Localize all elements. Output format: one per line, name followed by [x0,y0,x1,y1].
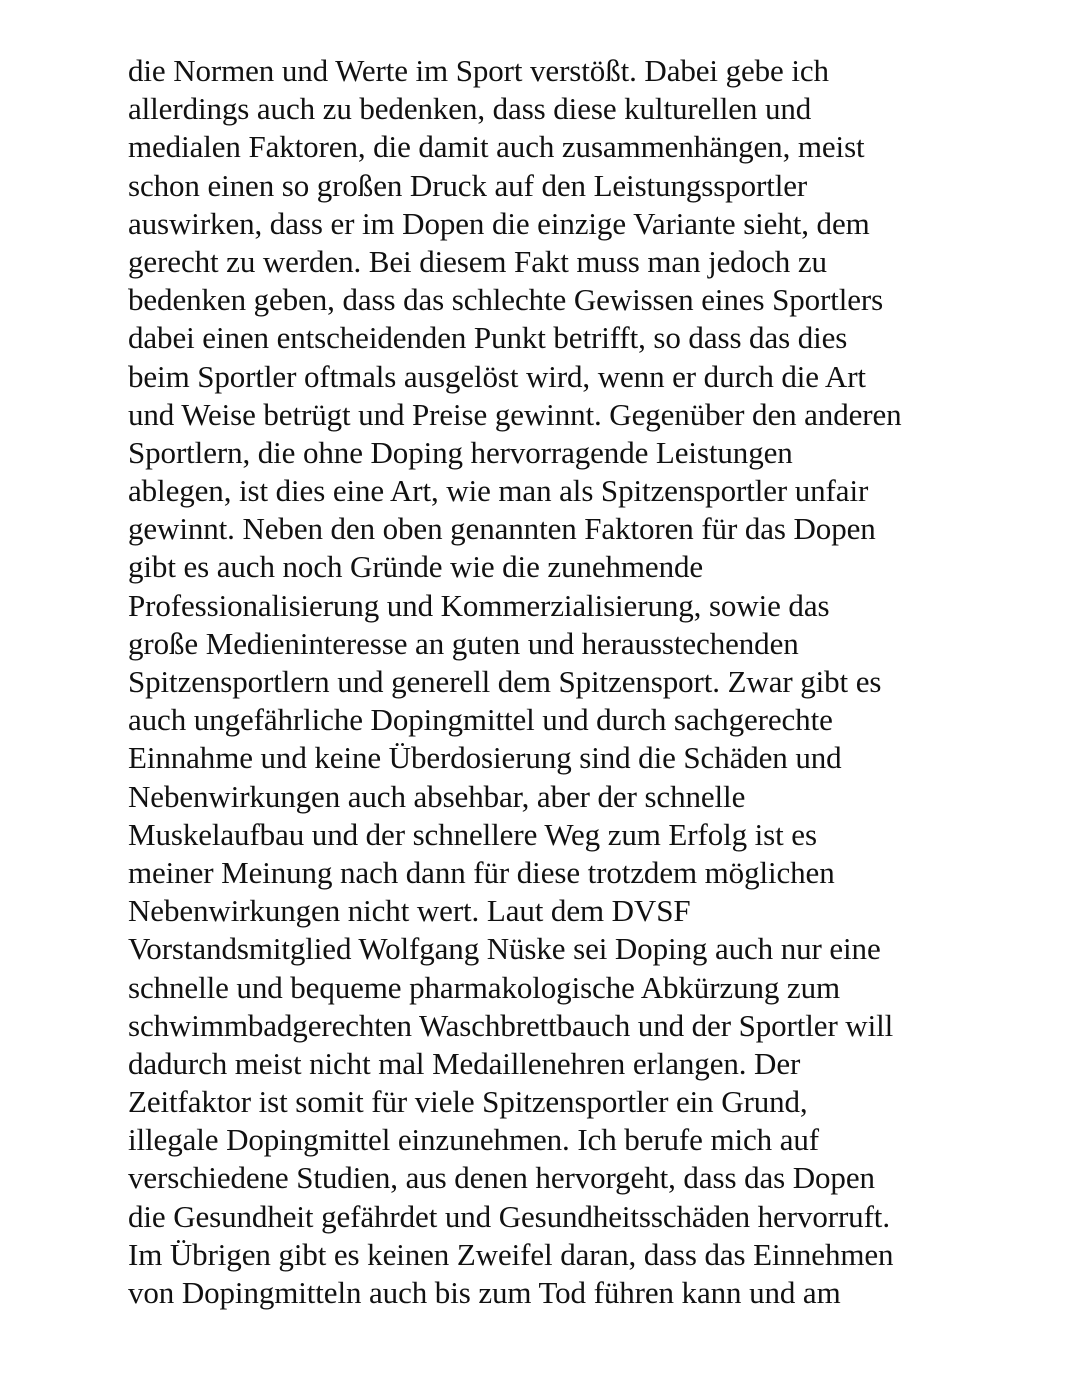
text-line: medialen Faktoren, die damit auch zusammenhängen, meist [128,129,865,165]
text-line: schon einen so großen Druck auf den Leistungssportler [128,167,808,203]
text-line: bedenken geben, dass das schlechte Gewissen eines Sportlers [128,282,884,318]
text-line: Nebenwirkungen auch absehbar, aber der schnelle [128,778,746,814]
text-line: dabei einen entscheidenden Punkt betrifft, so dass das dies [128,320,848,356]
text-line: schwimmbadgerechten Waschbrettbauch und der Sportler will [128,1007,894,1043]
text-line: Nebenwirkungen nicht wert. Laut dem DVSF [128,893,691,929]
text-line: Muskelaufbau und der schnellere Weg zum Erfolg ist es [128,816,817,852]
text-line: auswirken, dass er im Dopen die einzige Variante sieht, dem [128,205,870,241]
text-line: die Normen und Werte im Sport verstößt. Dabei gebe ich [128,53,829,88]
body-text [128,52,1028,1312]
text-line: Einnahme und keine Überdosierung sind die Schäden und [128,740,842,776]
text-line: verschiedene Studien, aus denen hervorgeht, dass das Dopen [128,1160,875,1196]
text-line: gibt es auch noch Gründe wie die zunehmende [128,549,704,585]
text-line: die Gesundheit gefährdet und Gesundheitsschäden hervorruft. [128,1198,890,1234]
text-line: und Weise betrügt und Preise gewinnt. Gegenüber den anderen [128,396,902,432]
text-line: gerecht zu werden. Bei diesem Fakt muss man jedoch zu [128,243,827,279]
text-line: Im Übrigen gibt es keinen Zweifel daran, dass das Einnehmen [128,1236,894,1272]
text-line: Sportlern, die ohne Doping hervorragende Leistungen [128,434,793,470]
text-line: dadurch meist nicht mal Medaillenehren erlangen. Der [128,1045,801,1081]
text-line: allerdings auch zu bedenken, dass diese kulturellen und [128,91,812,127]
text-line: von Dopingmitteln auch bis zum Tod führen kann und am [128,1275,841,1310]
text-line: auch ungefährliche Dopingmittel und durch sachgerechte [128,702,833,738]
text-line: beim Sportler oftmals ausgelöst wird, wenn er durch die Art [128,358,866,394]
text-line: Zeitfaktor ist somit für viele Spitzensportler ein Grund, [128,1084,808,1120]
text-line: gewinnt. Neben den oben genannten Faktoren für das Dopen [128,511,876,547]
text-line: Professionalisierung und Kommerzialisierung, sowie das [128,587,830,623]
text-line: Vorstandsmitglied Wolfgang Nüske sei Doping auch nur eine [128,931,881,967]
text-line: schnelle und bequeme pharmakologische Abkürzung zum [128,969,841,1005]
text-line: Spitzensportlern und generell dem Spitzensport. Zwar gibt es [128,664,882,699]
text-line: meiner Meinung nach dann für diese trotzdem möglichen [128,854,835,890]
text-line: ablegen, ist dies eine Art, wie man als Spitzensportler unfair [128,473,869,509]
text-line: große Medieninteresse an guten und herausstechenden [128,625,799,661]
text-line: illegale Dopingmittel einzunehmen. Ich berufe mich auf [128,1122,819,1158]
